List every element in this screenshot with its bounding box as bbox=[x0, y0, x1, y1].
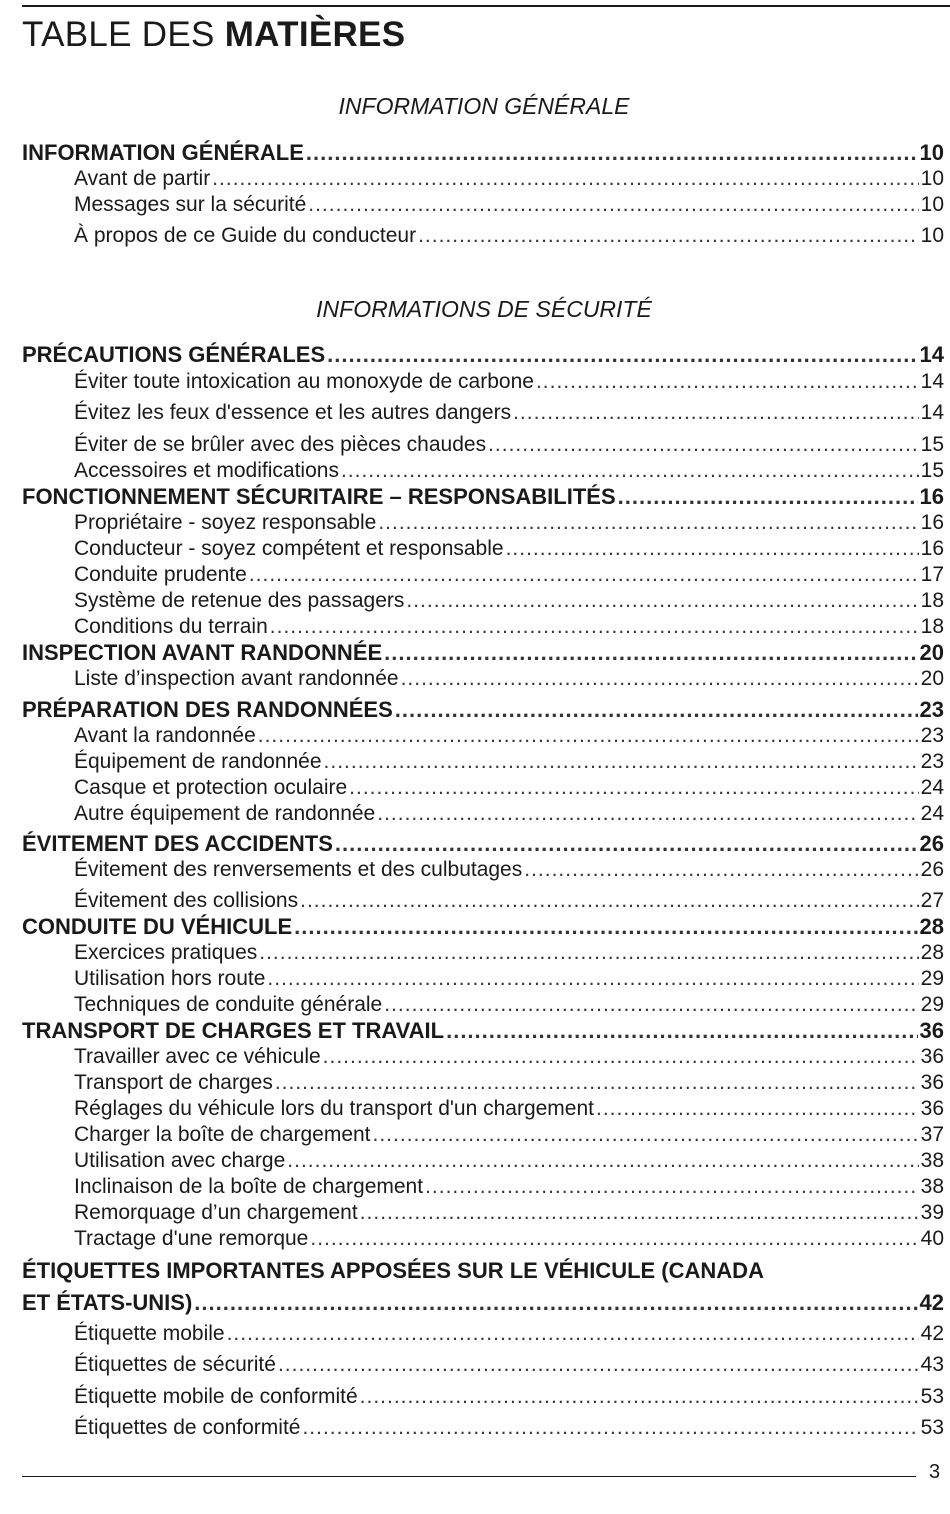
toc-entry[interactable] bbox=[22, 831, 944, 857]
toc-subentry-label: Utilisation avec charge bbox=[74, 1149, 286, 1172]
toc-subentry-page: 23 bbox=[920, 750, 944, 773]
toc-subentry[interactable] bbox=[74, 1321, 944, 1347]
leader-dots bbox=[275, 1070, 919, 1096]
leader-dots bbox=[249, 562, 919, 588]
leader-dots bbox=[294, 914, 917, 940]
toc-subentry-label: Accessoires et modifications bbox=[74, 459, 339, 482]
leader-dots bbox=[536, 369, 919, 395]
toc-subentry-label: Exercices pratiques bbox=[74, 941, 258, 964]
section-heading-security: INFORMATIONS DE SÉCURITÉ bbox=[316, 296, 652, 322]
toc-subentry-label: Tractage d'une remorque bbox=[74, 1227, 309, 1250]
toc-entry-page: 26 bbox=[919, 831, 944, 856]
toc-subentry-page: 18 bbox=[920, 589, 944, 612]
toc-subentry-label: Travailler avec ce véhicule bbox=[74, 1045, 321, 1068]
toc-subentry-label: Évitez les feux d'essence et les autres dangers bbox=[74, 401, 512, 424]
toc-subentry-label: Évitement des collisions bbox=[74, 889, 299, 912]
toc-entry-label: ÉVITEMENT DES ACCIDENTS bbox=[22, 831, 333, 856]
toc-subentry[interactable] bbox=[74, 166, 944, 192]
toc-subentry[interactable] bbox=[74, 400, 944, 426]
toc-entry[interactable] bbox=[22, 697, 944, 723]
toc-subentry[interactable] bbox=[74, 458, 944, 484]
toc-subentry-label: Avant la randonnée bbox=[74, 724, 256, 747]
leader-dots bbox=[418, 223, 919, 249]
leader-dots bbox=[377, 801, 918, 827]
toc-subentry-label: Étiquettes de sécurité bbox=[74, 1353, 276, 1376]
toc-subentry-label: Conducteur - soyez compétent et responsable bbox=[74, 537, 504, 560]
toc-subentry[interactable] bbox=[74, 562, 944, 588]
toc-entry[interactable] bbox=[22, 342, 944, 368]
toc-subentry-label: Utilisation hors route bbox=[74, 967, 266, 990]
leader-dots bbox=[324, 749, 919, 775]
leader-dots bbox=[302, 1415, 918, 1441]
toc-subentry[interactable] bbox=[74, 510, 944, 536]
toc-subentry[interactable] bbox=[74, 1226, 944, 1252]
toc-subentry-page: 39 bbox=[920, 1201, 944, 1224]
leader-dots bbox=[306, 140, 918, 166]
toc-subentry[interactable] bbox=[74, 888, 944, 914]
toc-subentry-label: Techniques de conduite générale bbox=[74, 993, 383, 1016]
top-rule bbox=[22, 5, 950, 7]
toc-subentry-label: Liste d’inspection avant randonnée bbox=[74, 667, 399, 690]
toc-subentry[interactable] bbox=[74, 223, 944, 249]
toc-subentry-page: 42 bbox=[920, 1322, 944, 1345]
leader-dots bbox=[446, 1018, 917, 1044]
toc-subentry-page: 43 bbox=[920, 1353, 944, 1376]
leader-dots bbox=[341, 458, 919, 484]
toc-subentry-page: 18 bbox=[920, 615, 944, 638]
toc-subentry-label: Équipement de randonnée bbox=[74, 750, 322, 773]
toc-entry-page: 10 bbox=[919, 140, 944, 165]
leader-dots bbox=[513, 400, 919, 426]
footer-rule bbox=[22, 1476, 916, 1477]
leader-dots bbox=[308, 192, 918, 218]
leader-dots bbox=[524, 857, 918, 883]
toc-subentry[interactable] bbox=[74, 432, 944, 458]
toc-subentry[interactable] bbox=[74, 992, 944, 1018]
leader-dots bbox=[323, 1044, 919, 1070]
leader-dots bbox=[300, 888, 919, 914]
toc-subentry-page: 38 bbox=[920, 1149, 944, 1172]
toc-subentry[interactable] bbox=[74, 666, 944, 692]
toc-subentry[interactable] bbox=[74, 536, 944, 562]
toc-subentry-label: Conduite prudente bbox=[74, 563, 247, 586]
toc-subentry-label: Étiquette mobile bbox=[74, 1322, 225, 1345]
toc-subentry-page: 10 bbox=[920, 224, 944, 247]
toc-subentry-page: 16 bbox=[920, 537, 944, 560]
toc-subentry-page: 14 bbox=[920, 370, 944, 393]
toc-entry-label: ET ÉTATS-UNIS) bbox=[22, 1290, 193, 1315]
leader-dots bbox=[349, 775, 918, 801]
toc-subentry-page: 17 bbox=[920, 563, 944, 586]
leader-dots bbox=[287, 1148, 918, 1174]
toc-subentry[interactable] bbox=[74, 1122, 944, 1148]
toc-subentry[interactable] bbox=[74, 369, 944, 395]
toc-subentry-page: 24 bbox=[920, 802, 944, 825]
leader-dots bbox=[384, 640, 917, 666]
leader-dots bbox=[401, 666, 919, 692]
toc-subentry-label: Propriétaire - soyez responsable bbox=[74, 511, 377, 534]
toc-subentry-label: Éviter de se brûler avec des pièces chaudes bbox=[74, 433, 487, 456]
toc-entry[interactable] bbox=[22, 1018, 944, 1044]
toc-subentry-label: Évitement des renversements et des culbutages bbox=[74, 858, 523, 881]
leader-dots bbox=[378, 510, 918, 536]
leader-dots bbox=[373, 1122, 919, 1148]
toc-subentry[interactable] bbox=[74, 940, 944, 966]
toc-subentry[interactable] bbox=[74, 1044, 944, 1070]
toc-subentry-page: 15 bbox=[920, 459, 944, 482]
toc-entry[interactable] bbox=[22, 1290, 944, 1316]
toc-entry-page: 23 bbox=[919, 697, 944, 722]
leader-dots bbox=[194, 1290, 917, 1316]
toc-subentry-label: Casque et protection oculaire bbox=[74, 776, 348, 799]
toc-subentry-label: Inclinaison de la boîte de chargement bbox=[74, 1175, 424, 1198]
toc-subentry-label: Étiquettes de conformité bbox=[74, 1416, 301, 1439]
toc-entry-label: PRÉCAUTIONS GÉNÉRALES bbox=[22, 342, 326, 367]
toc-entry[interactable] bbox=[22, 640, 944, 666]
toc-entry-label: FONCTIONNEMENT SÉCURITAIRE – RESPONSABILITÉS bbox=[22, 484, 616, 509]
toc-subentry-page: 27 bbox=[920, 889, 944, 912]
toc-subentry-page: 29 bbox=[920, 993, 944, 1016]
toc-subentry-page: 23 bbox=[920, 724, 944, 747]
leader-dots bbox=[310, 1226, 918, 1252]
leader-dots bbox=[258, 723, 919, 749]
toc-subentry-page: 20 bbox=[920, 667, 944, 690]
toc-subentry[interactable] bbox=[74, 588, 944, 614]
leader-dots bbox=[212, 166, 918, 192]
leader-dots bbox=[360, 1384, 919, 1410]
leader-dots bbox=[227, 1321, 919, 1347]
leader-dots bbox=[327, 342, 917, 368]
toc-subentry[interactable] bbox=[74, 775, 944, 801]
toc-subentry[interactable] bbox=[74, 192, 944, 218]
toc-subentry-label: Remorquage d’un chargement bbox=[74, 1201, 358, 1224]
toc-subentry-page: 53 bbox=[920, 1385, 944, 1408]
page-number: 3 bbox=[929, 1461, 941, 1483]
leader-dots bbox=[267, 966, 918, 992]
toc-subentry-page: 24 bbox=[920, 776, 944, 799]
toc-entry-label: INFORMATION GÉNÉRALE bbox=[22, 140, 304, 165]
toc-subentry-page: 38 bbox=[920, 1175, 944, 1198]
toc-subentry[interactable] bbox=[74, 749, 944, 775]
leader-dots bbox=[395, 697, 918, 723]
toc-subentry[interactable] bbox=[74, 1070, 944, 1096]
toc-subentry[interactable] bbox=[74, 1200, 944, 1226]
toc-entry-page: 20 bbox=[919, 640, 944, 665]
page-title-normal: TABLE DES bbox=[22, 15, 225, 54]
toc-subentry-page: 14 bbox=[920, 401, 944, 424]
toc-subentry-page: 36 bbox=[920, 1071, 944, 1094]
toc-subentry-page: 10 bbox=[920, 167, 944, 190]
page-title bbox=[22, 14, 405, 56]
toc-subentry-page: 53 bbox=[920, 1416, 944, 1439]
toc-subentry[interactable] bbox=[74, 723, 944, 749]
toc-entry-label: INSPECTION AVANT RANDONNÉE bbox=[22, 640, 383, 665]
leader-dots bbox=[278, 1352, 919, 1378]
toc-subentry[interactable] bbox=[74, 1148, 944, 1174]
toc-subentry[interactable] bbox=[74, 614, 944, 640]
leader-dots bbox=[360, 1200, 919, 1226]
leader-dots bbox=[384, 992, 918, 1018]
toc-subentry-page: 28 bbox=[920, 941, 944, 964]
toc-entry-page: 28 bbox=[919, 914, 944, 939]
toc-subentry-label: Réglages du véhicule lors du transport d'un chargement bbox=[74, 1097, 594, 1120]
toc-entry-label: TRANSPORT DE CHARGES ET TRAVAIL bbox=[22, 1018, 445, 1043]
toc-entry-page: 14 bbox=[919, 342, 944, 367]
toc-entry[interactable] bbox=[22, 484, 944, 510]
toc-entry-label-wrap[interactable]: ÉTIQUETTES IMPORTANTES APPOSÉES SUR LE VÉHICULE (CANADA bbox=[22, 1258, 764, 1283]
toc-subentry-label: Éviter toute intoxication au monoxyde de carbone bbox=[74, 370, 534, 393]
toc-subentry-label: Avant de partir bbox=[74, 167, 211, 190]
page-title-bold: MATIÈRES bbox=[224, 15, 406, 54]
toc-subentry-page: 37 bbox=[920, 1123, 944, 1146]
toc-subentry-page: 26 bbox=[920, 858, 944, 881]
section-heading-general: INFORMATION GÉNÉRALE bbox=[338, 93, 630, 119]
toc-subentry-page: 16 bbox=[920, 511, 944, 534]
toc-subentry-page: 15 bbox=[920, 433, 944, 456]
toc-subentry-label: Conditions du terrain bbox=[74, 615, 268, 638]
toc-subentry[interactable] bbox=[74, 966, 944, 992]
leader-dots bbox=[259, 940, 918, 966]
leader-dots bbox=[618, 484, 918, 510]
toc-subentry-label: Autre équipement de randonnée bbox=[74, 802, 376, 825]
toc-entry-page: 36 bbox=[919, 1018, 944, 1043]
toc-subentry[interactable] bbox=[74, 801, 944, 827]
leader-dots bbox=[270, 614, 919, 640]
leader-dots bbox=[406, 588, 918, 614]
leader-dots bbox=[425, 1174, 919, 1200]
leader-dots bbox=[506, 536, 919, 562]
toc-subentry[interactable] bbox=[74, 1174, 944, 1200]
toc-subentry[interactable] bbox=[74, 857, 944, 883]
leader-dots bbox=[488, 432, 919, 458]
toc-subentry-page: 29 bbox=[920, 967, 944, 990]
toc-subentry-page: 36 bbox=[920, 1045, 944, 1068]
toc-subentry[interactable] bbox=[74, 1415, 944, 1441]
toc-subentry-page: 40 bbox=[920, 1227, 944, 1250]
toc-subentry[interactable] bbox=[74, 1384, 944, 1410]
toc-subentry-label: Étiquette mobile de conformité bbox=[74, 1385, 358, 1408]
toc-subentry-label: Charger la boîte de chargement bbox=[74, 1123, 371, 1146]
toc-subentry[interactable] bbox=[74, 1096, 944, 1122]
toc-subentry-label: Transport de charges bbox=[74, 1071, 273, 1094]
toc-subentry-page: 36 bbox=[920, 1097, 944, 1120]
toc-entry-label: PRÉPARATION DES RANDONNÉES bbox=[22, 697, 393, 722]
leader-dots bbox=[335, 831, 918, 857]
toc-subentry[interactable] bbox=[74, 1352, 944, 1378]
toc-entry[interactable] bbox=[22, 914, 944, 940]
toc-entry-page: 16 bbox=[919, 484, 944, 509]
toc-subentry-label: Système de retenue des passagers bbox=[74, 589, 405, 612]
toc-subentry-label: À propos de ce Guide du conducteur bbox=[74, 224, 417, 247]
toc-entry-page: 42 bbox=[919, 1290, 944, 1315]
leader-dots bbox=[596, 1096, 919, 1122]
toc-subentry-label: Messages sur la sécurité bbox=[74, 193, 307, 216]
toc-entry-label: CONDUITE DU VÉHICULE bbox=[22, 914, 293, 939]
toc-entry[interactable] bbox=[22, 140, 944, 166]
toc-subentry-page: 10 bbox=[920, 193, 944, 216]
